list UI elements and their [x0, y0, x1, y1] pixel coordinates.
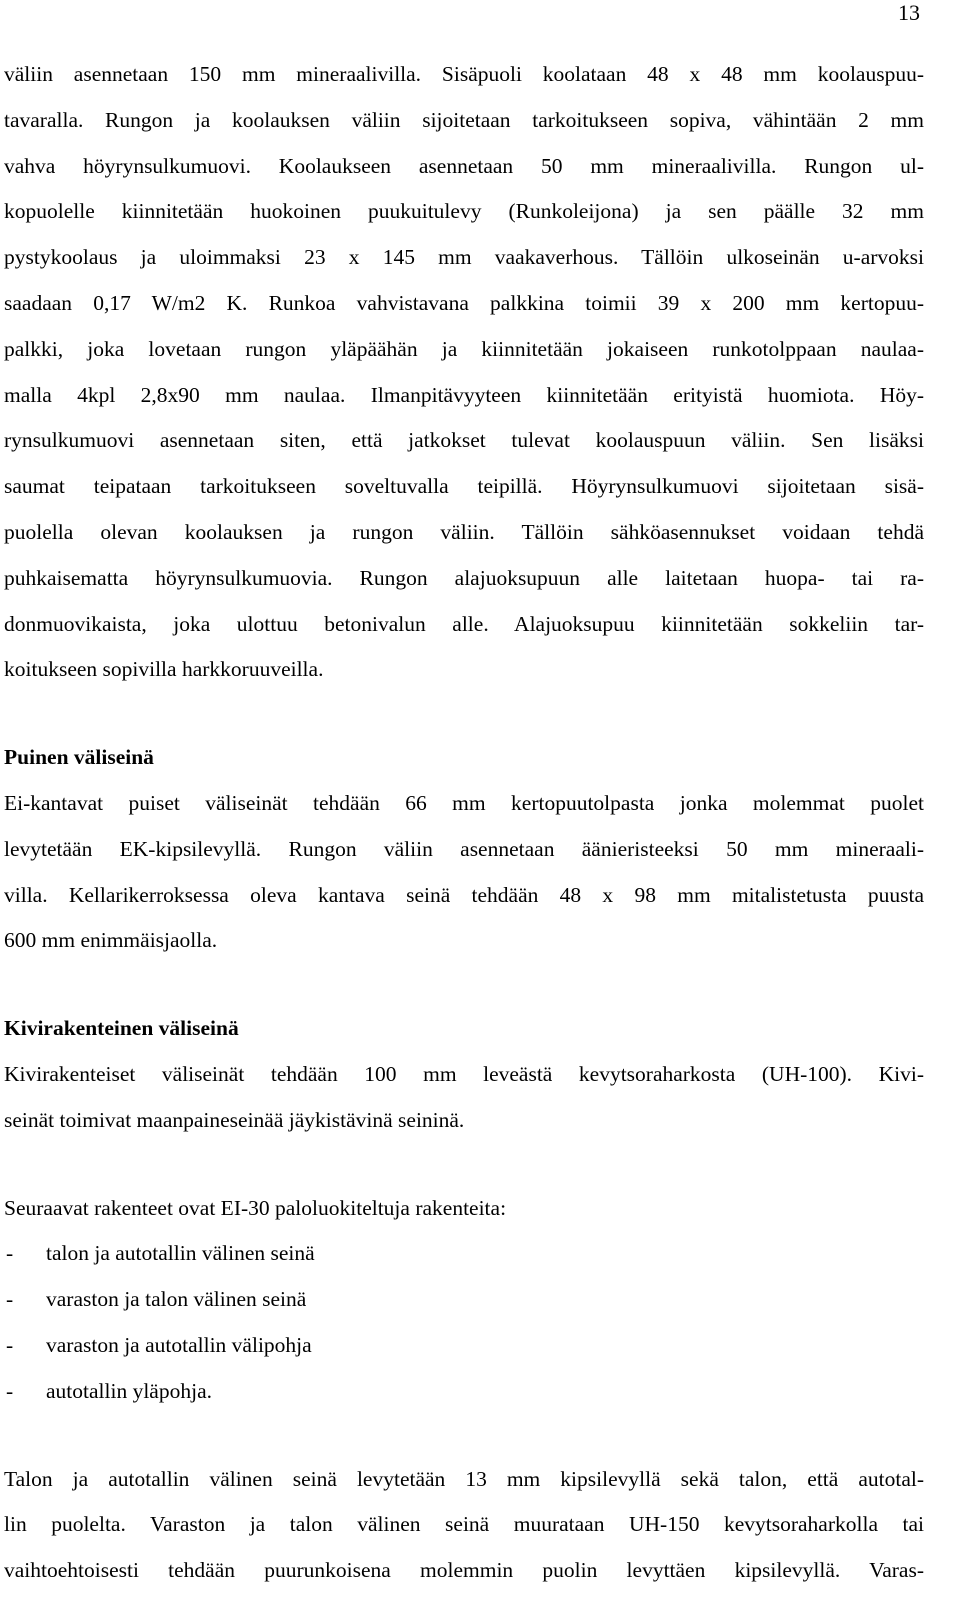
list-item-text: varaston ja talon välinen seinä — [46, 1287, 307, 1312]
fire-class-list — [4, 1231, 924, 1414]
text-line: seinät toimivat maanpaineseinää jäykistävinä seininä. — [4, 1107, 465, 1132]
list-item — [4, 1323, 924, 1369]
text-line: 600 mm enimmäisjaolla. — [4, 928, 218, 953]
text-line: pystykoolaus ja uloimmaksi 23 x 145 mm vaakaverhous. Tällöin ulkoseinän u-arvoksi — [4, 245, 924, 270]
document-body — [4, 52, 924, 1594]
text-line: kopuolelle kiinnitetään huokoinen puukuitulevy (Runkoleijona) ja sen päälle 32 mm — [4, 199, 924, 224]
text-line: levytetään EK-kipsilevyllä. Rungon väliin asennetaan äänieristeeksi 50 mm mineraali- — [4, 836, 924, 861]
page-number: 13 — [898, 0, 920, 25]
text-line: puhkaisematta höyrynsulkumuovia. Rungon alajuoksupuun alle laitetaan huopa- tai ra- — [4, 565, 924, 590]
text-line: väliin asennetaan 150 mm mineraalivilla. Sisäpuoli koolataan 48 x 48 mm koolauspuu- — [4, 62, 924, 86]
text-line: koitukseen sopivilla harkkoruuveilla. — [4, 657, 324, 682]
text-line: puolella olevan koolauksen ja rungon väliin. Tällöin sähköasennukset voidaan tehdä — [4, 519, 924, 544]
paragraph-garage-wall — [4, 1457, 924, 1594]
paragraph-stone-partition — [4, 1052, 924, 1144]
text-line: saumat teipataan tarkoitukseen soveltuvalla teipillä. Höyrynsulkumuovi sijoitetaan sisä- — [4, 474, 924, 499]
text-line: Kivirakenteiset väliseinät tehdään 100 mm leveästä kevytsoraharkosta (UH-100). Kivi- — [4, 1061, 924, 1086]
fire-class-intro — [4, 1186, 924, 1232]
list-dash: - — [6, 1287, 14, 1312]
text-line: lin puolelta. Varaston ja talon välinen seinä muurataan UH-150 kevytsoraharkolla tai — [4, 1512, 924, 1537]
section-heading-stone-partition: Kivirakenteinen väliseinä — [4, 1016, 239, 1041]
list-item — [4, 1231, 924, 1277]
spacer — [4, 693, 924, 735]
spacer — [4, 964, 924, 1006]
list-dash: - — [6, 1378, 14, 1403]
list-dash: - — [6, 1241, 14, 1266]
text-line: Seuraavat rakenteet ovat EI-30 paloluokiteltuja rakenteita: — [4, 1195, 507, 1220]
text-line: Ei-kantavat puiset väliseinät tehdään 66 mm kertopuutolpasta jonka molemmat puolet — [4, 790, 924, 815]
text-line: villa. Kellarikerroksessa oleva kantava seinä tehdään 48 x 98 mm mitalistetusta puusta — [4, 882, 924, 907]
text-line: saadaan 0,17 W/m2 K. Runkoa vahvistavana palkkina toimii 39 x 200 mm kertopuu- — [4, 290, 924, 315]
list-item-text: talon ja autotallin välinen seinä — [46, 1241, 315, 1266]
paragraph-wooden-partition — [4, 781, 924, 964]
text-line: malla 4kpl 2,8x90 mm naulaa. Ilmanpitävyyteen kiinnitetään erityistä huomiota. Höy- — [4, 382, 924, 407]
paragraph-exterior-wall — [4, 52, 924, 693]
list-item — [4, 1277, 924, 1323]
text-line: tavaralla. Rungon ja koolauksen väliin sijoitetaan tarkoitukseen sopiva, vähintään 2 mm — [4, 107, 924, 132]
text-line: vahva höyrynsulkumuovi. Koolaukseen asennetaan 50 mm mineraalivilla. Rungon ul- — [4, 153, 924, 178]
spacer — [4, 1415, 924, 1457]
text-line: palkki, joka lovetaan rungon yläpäähän ja kiinnitetään jokaiseen runkotolppaan naulaa- — [4, 336, 924, 361]
text-line: Talon ja autotallin välinen seinä levytetään 13 mm kipsilevyllä sekä talon, että autotal- — [4, 1466, 924, 1491]
spacer — [4, 1144, 924, 1186]
text-line: rynsulkumuovi asennetaan siten, että jatkokset tulevat koolauspuun väliin. Sen lisäksi — [4, 428, 924, 453]
section-heading-wooden-partition: Puinen väliseinä — [4, 745, 154, 770]
text-line: donmuovikaista, joka ulottuu betonivalun alle. Alajuoksupuu kiinnitetään sokkeliin tar- — [4, 611, 924, 636]
list-item-text: varaston ja autotallin välipohja — [46, 1332, 312, 1357]
list-item — [4, 1369, 924, 1415]
list-item-text: autotallin yläpohja. — [46, 1378, 212, 1403]
text-line: vaihtoehtoisesti tehdään puurunkoisena molemmin puolin levyttäen kipsilevyllä. Varas- — [4, 1558, 924, 1583]
list-dash: - — [6, 1332, 14, 1357]
